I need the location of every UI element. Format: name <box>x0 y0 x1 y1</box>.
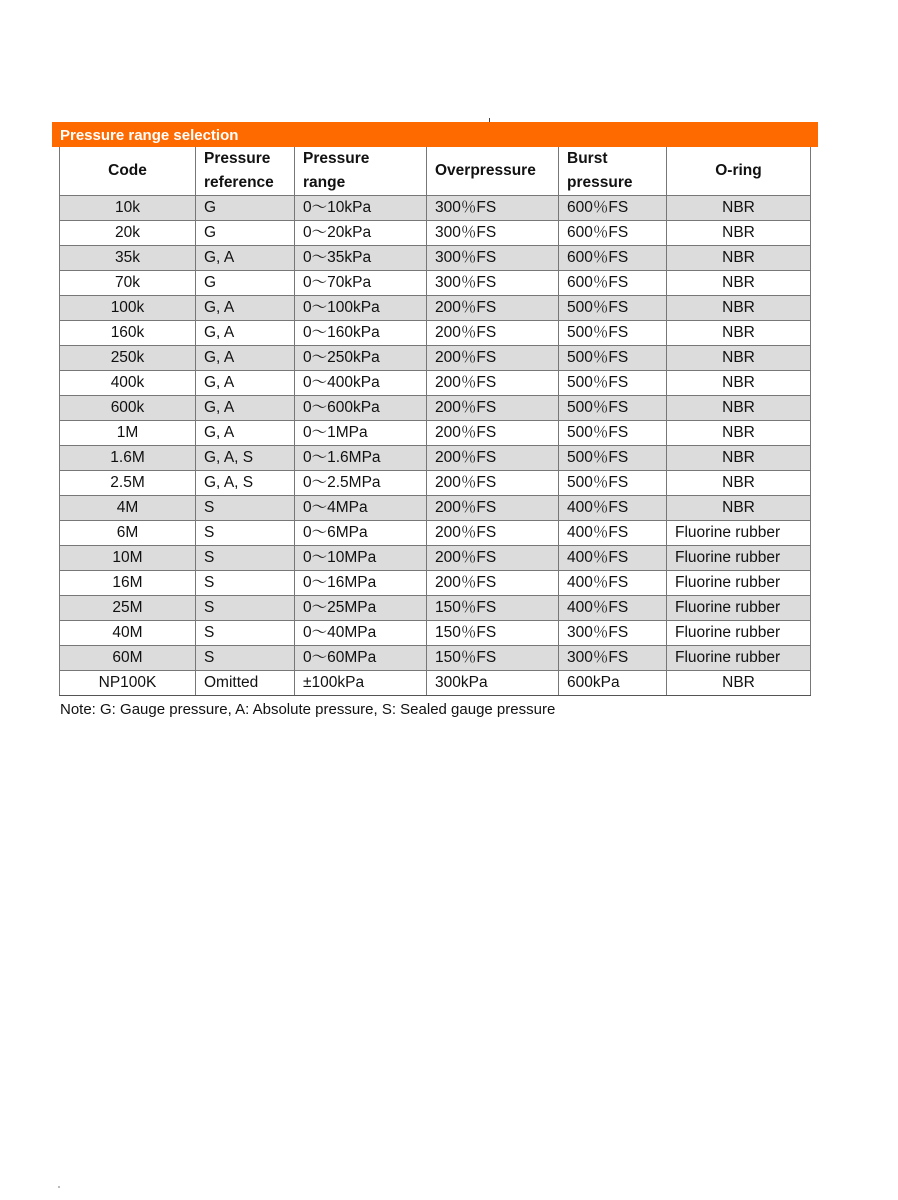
cell-burst-pressure: 600％FS <box>559 246 667 271</box>
cell-burst-pressure: 500％FS <box>559 396 667 421</box>
cell-burst-pressure: 600kPa <box>559 671 667 696</box>
header-pressure-reference: Pressure reference <box>196 147 295 196</box>
cell-o-ring: NBR <box>667 421 811 446</box>
cell-overpressure: 200％FS <box>427 546 559 571</box>
cell-pressure-reference: G <box>196 271 295 296</box>
header-o-ring: O-ring <box>667 147 811 196</box>
cell-overpressure: 150％FS <box>427 621 559 646</box>
cell-burst-pressure: 500％FS <box>559 346 667 371</box>
cell-o-ring: NBR <box>667 296 811 321</box>
cell-pressure-reference: G, A <box>196 346 295 371</box>
cell-pressure-range: 0～16MPa <box>295 571 427 596</box>
cell-pressure-range: ±100kPa <box>295 671 427 696</box>
cell-overpressure: 200％FS <box>427 471 559 496</box>
cell-pressure-range: 0～2.5MPa <box>295 471 427 496</box>
cell-burst-pressure: 400％FS <box>559 521 667 546</box>
cell-pressure-range: 0～10kPa <box>295 196 427 221</box>
cell-overpressure: 200％FS <box>427 496 559 521</box>
cell-code: 20k <box>60 221 196 246</box>
cell-code: 40M <box>60 621 196 646</box>
table-row <box>60 321 811 346</box>
cell-o-ring: NBR <box>667 271 811 296</box>
cell-code: 10k <box>60 196 196 221</box>
cell-burst-pressure: 500％FS <box>559 371 667 396</box>
cell-o-ring: Fluorine rubber <box>667 646 811 671</box>
table-row <box>60 521 811 546</box>
cell-pressure-range: 0～600kPa <box>295 396 427 421</box>
header-pressure-range: Pressure range <box>295 147 427 196</box>
cell-pressure-reference: S <box>196 571 295 596</box>
cell-pressure-range: 0～400kPa <box>295 371 427 396</box>
cell-overpressure: 200％FS <box>427 521 559 546</box>
cell-code: 25M <box>60 596 196 621</box>
cell-burst-pressure: 600％FS <box>559 196 667 221</box>
table-row <box>60 646 811 671</box>
cell-pressure-range: 0～40MPa <box>295 621 427 646</box>
cell-burst-pressure: 500％FS <box>559 446 667 471</box>
cell-overpressure: 200％FS <box>427 421 559 446</box>
cell-code: 70k <box>60 271 196 296</box>
cell-pressure-range: 0～10MPa <box>295 546 427 571</box>
cell-code: 1M <box>60 421 196 446</box>
cell-burst-pressure: 600％FS <box>559 221 667 246</box>
cell-overpressure: 200％FS <box>427 296 559 321</box>
cell-pressure-range: 0～160kPa <box>295 321 427 346</box>
cell-burst-pressure: 300％FS <box>559 646 667 671</box>
cell-code: 2.5M <box>60 471 196 496</box>
cell-burst-pressure: 500％FS <box>559 471 667 496</box>
cell-burst-pressure: 400％FS <box>559 571 667 596</box>
cell-code: 160k <box>60 321 196 346</box>
table-row <box>60 621 811 646</box>
table-row <box>60 296 811 321</box>
cell-burst-pressure: 300％FS <box>559 621 667 646</box>
header-burst-pressure: Burst pressure <box>559 147 667 196</box>
table-row <box>60 221 811 246</box>
cell-burst-pressure: 500％FS <box>559 421 667 446</box>
cell-overpressure: 300％FS <box>427 196 559 221</box>
cell-pressure-reference: G, A <box>196 246 295 271</box>
cell-pressure-reference: G, A <box>196 321 295 346</box>
cell-pressure-reference: S <box>196 521 295 546</box>
cell-overpressure: 150％FS <box>427 596 559 621</box>
cell-pressure-reference: Omitted <box>196 671 295 696</box>
cell-code: 35k <box>60 246 196 271</box>
cell-o-ring: NBR <box>667 346 811 371</box>
cell-o-ring: NBR <box>667 221 811 246</box>
cell-o-ring: Fluorine rubber <box>667 571 811 596</box>
cell-o-ring: Fluorine rubber <box>667 621 811 646</box>
cell-pressure-range: 0～60MPa <box>295 646 427 671</box>
cell-pressure-reference: S <box>196 621 295 646</box>
table-row <box>60 246 811 271</box>
cell-pressure-reference: G, A, S <box>196 446 295 471</box>
cell-o-ring: NBR <box>667 246 811 271</box>
table-row <box>60 371 811 396</box>
section-title-bar <box>52 122 818 147</box>
cell-pressure-reference: G, A, S <box>196 471 295 496</box>
cell-pressure-range: 0～35kPa <box>295 246 427 271</box>
cell-o-ring: Fluorine rubber <box>667 596 811 621</box>
cell-pressure-range: 0～6MPa <box>295 521 427 546</box>
cell-code: 6M <box>60 521 196 546</box>
cell-o-ring: NBR <box>667 396 811 421</box>
cell-burst-pressure: 500％FS <box>559 296 667 321</box>
cell-overpressure: 200％FS <box>427 371 559 396</box>
cell-overpressure: 300kPa <box>427 671 559 696</box>
cell-pressure-reference: G, A <box>196 296 295 321</box>
table-row <box>60 396 811 421</box>
table-row <box>60 421 811 446</box>
cell-pressure-reference: G, A <box>196 421 295 446</box>
cell-o-ring: NBR <box>667 496 811 521</box>
table-row <box>60 546 811 571</box>
cell-burst-pressure: 400％FS <box>559 546 667 571</box>
table-row <box>60 671 811 696</box>
cell-code: 10M <box>60 546 196 571</box>
cell-pressure-range: 0～4MPa <box>295 496 427 521</box>
cell-o-ring: NBR <box>667 446 811 471</box>
cell-o-ring: Fluorine rubber <box>667 521 811 546</box>
cell-code: 600k <box>60 396 196 421</box>
cell-code: 60M <box>60 646 196 671</box>
cell-o-ring: NBR <box>667 471 811 496</box>
cell-code: 16M <box>60 571 196 596</box>
cell-pressure-reference: S <box>196 596 295 621</box>
cell-pressure-range: 0～1MPa <box>295 421 427 446</box>
cell-code: 1.6M <box>60 446 196 471</box>
header-code: Code <box>60 147 196 196</box>
cell-burst-pressure: 400％FS <box>559 596 667 621</box>
cell-pressure-reference: G <box>196 196 295 221</box>
cell-overpressure: 300％FS <box>427 246 559 271</box>
page-corner-mark <box>58 1186 60 1188</box>
cell-pressure-reference: G <box>196 221 295 246</box>
cell-code: 4M <box>60 496 196 521</box>
cell-pressure-reference: G, A <box>196 396 295 421</box>
table-row <box>60 346 811 371</box>
cell-code: 400k <box>60 371 196 396</box>
table-row <box>60 571 811 596</box>
cell-overpressure: 200％FS <box>427 396 559 421</box>
cell-burst-pressure: 500％FS <box>559 321 667 346</box>
pressure-range-table <box>59 147 811 696</box>
cell-pressure-reference: G, A <box>196 371 295 396</box>
cell-overpressure: 300％FS <box>427 271 559 296</box>
section-title: Pressure range selection <box>60 127 239 144</box>
cell-o-ring: Fluorine rubber <box>667 546 811 571</box>
table-row <box>60 471 811 496</box>
cell-burst-pressure: 600％FS <box>559 271 667 296</box>
cell-pressure-range: 0～20kPa <box>295 221 427 246</box>
cell-code: 100k <box>60 296 196 321</box>
cell-pressure-range: 0～100kPa <box>295 296 427 321</box>
cell-pressure-range: 0～25MPa <box>295 596 427 621</box>
cell-pressure-reference: S <box>196 646 295 671</box>
header-overpressure: Overpressure <box>427 147 559 196</box>
table-header-row <box>60 147 811 196</box>
cell-pressure-reference: S <box>196 496 295 521</box>
cell-code: NP100K <box>60 671 196 696</box>
cell-pressure-reference: S <box>196 546 295 571</box>
cell-burst-pressure: 400％FS <box>559 496 667 521</box>
cell-pressure-range: 0～1.6MPa <box>295 446 427 471</box>
cell-pressure-range: 0～70kPa <box>295 271 427 296</box>
footnote: Note: G: Gauge pressure, A: Absolute pressure, S: Sealed gauge pressure <box>60 701 556 718</box>
cell-overpressure: 200％FS <box>427 571 559 596</box>
cell-overpressure: 200％FS <box>427 321 559 346</box>
cell-code: 250k <box>60 346 196 371</box>
table-row <box>60 446 811 471</box>
table-row <box>60 496 811 521</box>
cell-overpressure: 300％FS <box>427 221 559 246</box>
cell-o-ring: NBR <box>667 671 811 696</box>
cell-pressure-range: 0～250kPa <box>295 346 427 371</box>
table-row <box>60 596 811 621</box>
table-row <box>60 271 811 296</box>
cell-overpressure: 200％FS <box>427 346 559 371</box>
cell-overpressure: 150％FS <box>427 646 559 671</box>
cell-overpressure: 200％FS <box>427 446 559 471</box>
cell-o-ring: NBR <box>667 371 811 396</box>
table-row <box>60 196 811 221</box>
cell-o-ring: NBR <box>667 321 811 346</box>
cell-o-ring: NBR <box>667 196 811 221</box>
